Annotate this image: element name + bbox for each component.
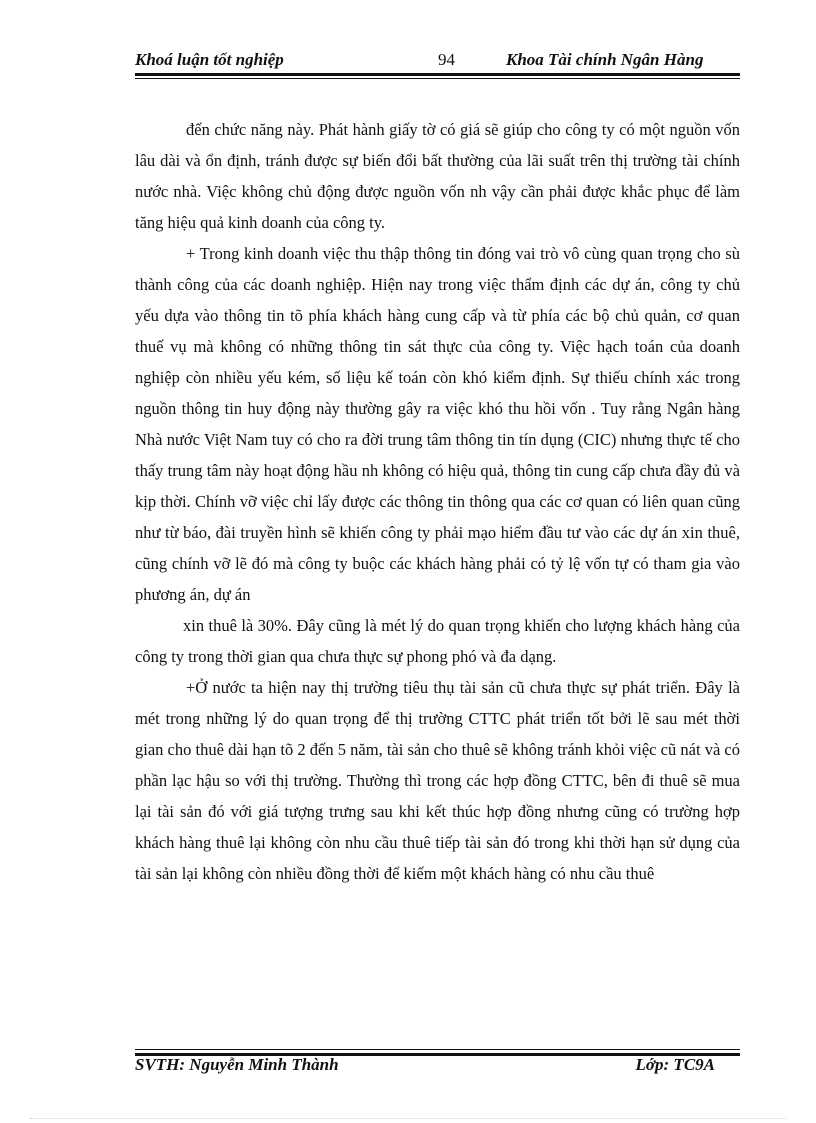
paragraph: + Trong kinh doanh việc thu thập thông tin đóng vai trò vô cùng quan trọng cho sù thành công của các doanh nghiệp. Hiện nay trong việc thẩm định các dự án, công ty chủ yếu dựa vào thông tin tõ phía khách hàng cung cấp và từ phía các bộ chủ quản, cơ quan thuế vụ mà không có những thông tin sát thực của công ty. Việc hạch toán của doanh nghiệp còn nhiều yếu kém, số liệu kế toán còn khó kiểm định. Sự thiếu chính xác trong nguồn thông tin huy động này thường gây ra việc khó thu hồi vốn . Tuy rằng Ngân hàng Nhà nước Việt Nam tuy có cho ra đời trung tâm thông tin tín dụng (CIC) nhưng thực tế cho thấy trung tâm này hoạt động hầu nh không có hiệu quả, thông tin cung cấp chưa đầy đủ và kịp thời. Chính vỡ việc chỉ lấy được các thông tin thông qua các cơ quan có liên quan cũng như từ báo, đài truyền hình sẽ khiến công ty phải mạo hiểm đầu tư vào các dự án xin thuê, cũng chính vỡ lẽ đó mà công ty buộc các khách hàng phải có tỷ lệ vốn tự có tham gia vào phương án, dự án <box>135 244 740 604</box>
footer-student-name: SVTH: Nguyễn Minh Thành <box>135 1055 339 1074</box>
footer-class: Lớp: TC9A <box>635 1055 715 1074</box>
page-number: 94 <box>438 50 455 69</box>
paragraph: xin thuê là 30%. Đây cũng là mét lý do quan trọng khiến cho lượng khách hàng của công ty trong thời gian qua chưa thực sự phong phó và đa dạng. <box>135 616 740 666</box>
paragraph: +Ở nước ta hiện nay thị trường tiêu thụ tài sản cũ chưa thực sự phát triển. Đây là mét trong những lý do quan trọng để thị trường CTTC phát triển tốt bởi lẽ sau mét thời gian cho thuê dài hạn tõ 2 đến 5 năm, tài sản cho thuê sẽ không tránh khỏi việc cũ nát và có phần lạc hậu so với thị trường. Thường thì trong các hợp đồng CTTC, bên đi thuê sẽ mua lại tài sản đó với giá tượng trưng sau khi kết thúc hợp đồng nhưng cũng có trường hợp khách hàng thuê lại không còn nhu cầu thuê tiếp tài sản đó trong khi thời hạn sử dụng của tài sản lại không còn nhiều đồng thời để kiếm một khách hàng có nhu cầu thuê <box>135 678 740 883</box>
header-thesis-title: Khoá luận tốt nghiệp <box>135 50 284 69</box>
footer-rule-thin <box>135 1049 740 1050</box>
header-faculty: Khoa Tài chính Ngân Hàng <box>506 50 704 69</box>
body-text <box>135 114 740 889</box>
header-rule-thick <box>135 73 740 76</box>
header-rule-thin <box>135 78 740 79</box>
page-header <box>135 50 731 72</box>
page-edge-divider <box>30 1118 786 1119</box>
paragraph: đến chức năng này. Phát hành giấy tờ có giá sẽ giúp cho công ty có một nguồn vốn lâu dài và ổn định, tránh được sự biến đổi bất thường của lãi suất trên thị trường tài chính nước nhà. Việc không chủ động được nguồn vốn nh vậy cần phải được khắc phục để làm tăng hiệu quả kinh doanh của công ty. <box>135 120 740 232</box>
